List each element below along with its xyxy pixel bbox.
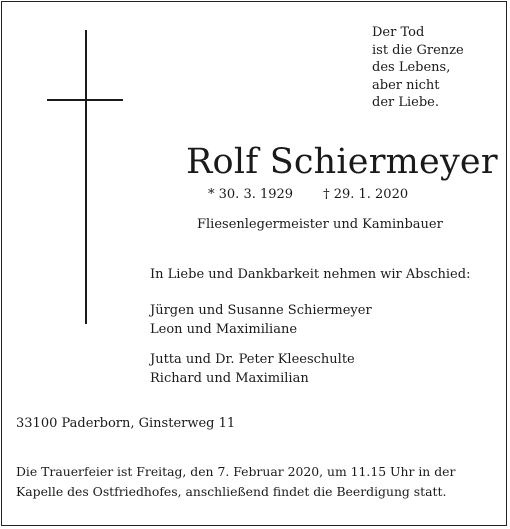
quote-line: ist die Grenze <box>372 42 464 58</box>
ceremony-line: Die Trauerfeier ist Freitag, den 7. Februar 2020, um 11.15 Uhr in der <box>16 464 456 479</box>
quote-line: Der Tod <box>372 25 425 40</box>
cross-icon <box>85 30 87 324</box>
mourner-group <box>150 350 450 388</box>
deceased-name: Rolf Schiermeyer <box>186 142 498 182</box>
ceremony-line: Kapelle des Ostfriedhofes, anschließend findet die Beerdigung statt. <box>16 484 447 499</box>
death-date: † 29. 1. 2020 <box>323 187 409 202</box>
farewell-text: In Liebe und Dankbarkeit nehmen wir Abschied: <box>150 267 471 282</box>
life-dates <box>208 186 468 204</box>
mourner-line: Leon und Maximiliane <box>150 322 298 337</box>
occupation: Fliesenlegermeister und Kaminbauer <box>197 217 443 232</box>
quote-line: der Liebe. <box>372 95 439 110</box>
mourner-group <box>150 301 450 339</box>
address: 33100 Paderborn, Ginsterweg 11 <box>16 416 236 431</box>
quote-line: des Lebens, <box>372 60 451 75</box>
quote-block <box>372 24 502 112</box>
birth-date: * 30. 3. 1929 <box>208 187 294 202</box>
cross-icon-beam <box>47 99 123 101</box>
ceremony-info <box>16 462 501 502</box>
mourner-line: Jürgen und Susanne Schiermeyer <box>150 303 372 318</box>
mourner-line: Jutta und Dr. Peter Kleeschulte <box>150 352 355 367</box>
quote-line: aber nicht <box>372 77 440 93</box>
mourner-line: Richard und Maximilian <box>150 371 309 386</box>
